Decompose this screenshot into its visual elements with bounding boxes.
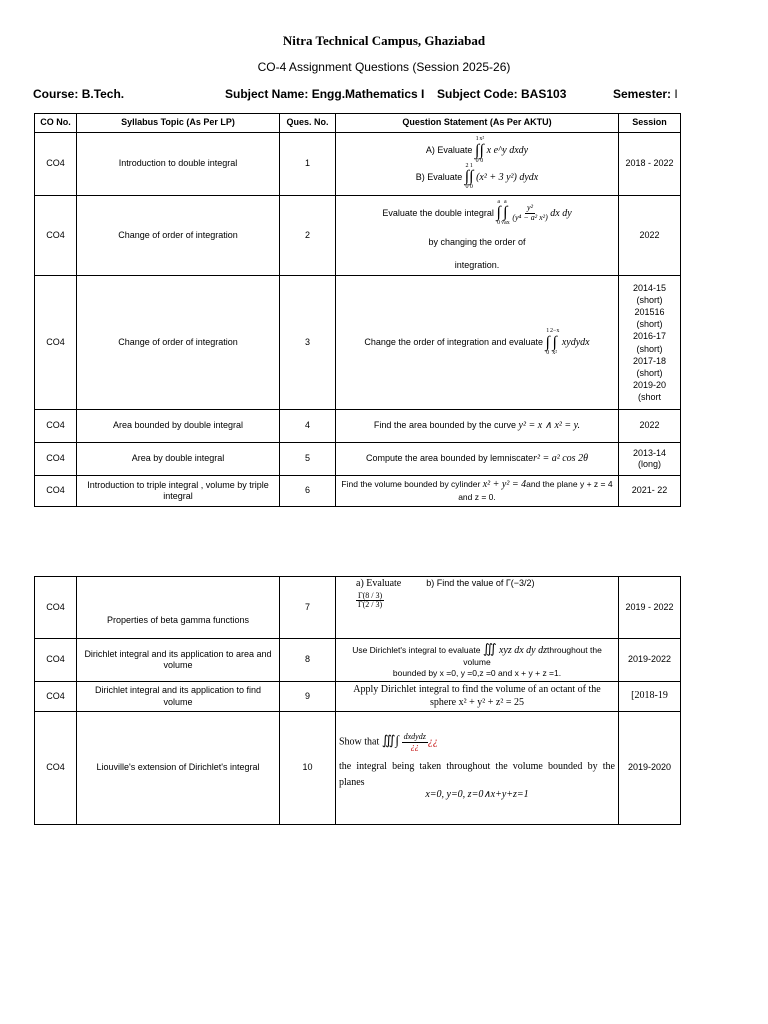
co-cell: CO4	[35, 133, 77, 196]
integral-sign: 1 ∫ 0	[545, 328, 550, 356]
lower-limit: 0	[546, 349, 550, 356]
lower-limit: 0	[480, 157, 484, 164]
co-cell: CO4	[35, 276, 77, 410]
qno-cell: 4	[280, 410, 336, 443]
part-b-label: b) Find the value of Γ(−3/2)	[426, 578, 535, 588]
session-cell: 2013-14 (long)	[619, 443, 681, 476]
session-line: 201516	[634, 307, 665, 318]
subject-code-label: Subject Code:	[437, 87, 522, 101]
integral-sign: 2 ∫ 0	[464, 163, 470, 191]
upper-limit: 2	[465, 163, 469, 169]
question-text: the integral being taken throughout the volume bounded by the planes	[339, 761, 615, 789]
qno-cell: 8	[280, 639, 336, 682]
lower-limit: √ax	[500, 220, 510, 227]
equation: y² = x ∧ x² = y.	[518, 419, 581, 431]
numerator: dxdydz	[403, 731, 426, 741]
question-text: Show that	[339, 736, 380, 748]
gamma-fraction	[356, 592, 384, 611]
topic-cell: Liouville's extension of Dirichlet's integral	[77, 712, 280, 825]
session-line: (short)	[636, 294, 663, 305]
session-line: 2019-20	[632, 379, 667, 390]
table-row	[35, 712, 681, 825]
session-cell: 2022	[619, 410, 681, 443]
question-line: Show that ∭∫ $\frac{\text{dxdydz}}{¿¿}$ ¿¿	[339, 731, 438, 751]
lower-limit: 0	[497, 220, 501, 227]
question-cell	[336, 410, 619, 443]
question-line	[339, 200, 615, 227]
topic-cell: Area bounded by double integral	[77, 410, 280, 443]
question-line: Use Dirichlet's integral to evaluate ∭ xyz dx dy dzthroughout the volume	[352, 640, 602, 668]
fraction	[512, 204, 547, 223]
denominator: Γ(2 / 3)	[358, 600, 383, 610]
co-cell: CO4	[35, 410, 77, 443]
qno-cell: 5	[280, 443, 336, 476]
question-text: throughout the volume	[463, 644, 602, 668]
topic-cell: Dirichlet integral and its application to area and volume	[77, 639, 280, 682]
question-cell	[336, 712, 619, 825]
numerator: y²	[527, 202, 533, 212]
assignment-title: CO-4 Assignment Questions (Session 2025-26)	[257, 60, 511, 74]
part-b-label: B) Evaluate	[415, 171, 463, 182]
table-row	[35, 443, 681, 476]
session-cell: 2021- 22	[619, 476, 681, 507]
session-cell: [2018-19	[619, 682, 681, 712]
co-cell: CO4	[35, 639, 77, 682]
table-row	[35, 133, 681, 196]
topic-cell: Change of order of integration	[77, 196, 280, 276]
table-row	[35, 276, 681, 410]
semester-info	[613, 87, 678, 101]
upper-limit: 2−x	[549, 328, 560, 335]
course-info	[33, 87, 124, 101]
equation: x² + y² = 4	[482, 479, 527, 491]
question-cell	[336, 639, 619, 682]
question-text: Use Dirichlet's integral to evaluate	[352, 644, 481, 655]
integral-sign: 1 ∫ 0	[474, 136, 480, 164]
session-line: (short	[637, 392, 661, 403]
table-row	[35, 196, 681, 276]
numerator: Γ(8 / 3)	[358, 590, 383, 600]
topic-cell: Change of order of integration	[77, 276, 280, 410]
question-cell	[336, 476, 619, 507]
question-text: and the plane y + z = 4 and z = 0.	[458, 479, 613, 502]
session-line: 2016-17	[632, 331, 667, 342]
semester-value: I	[674, 87, 678, 101]
course-label: Course:	[33, 87, 82, 101]
fraction	[402, 733, 428, 752]
denominator: ¿¿	[410, 741, 419, 751]
session-line: 2017-18	[632, 355, 667, 366]
session-cell: 2022	[619, 196, 681, 276]
table-row	[35, 410, 681, 443]
session-line: 2014-15	[632, 282, 667, 293]
session-cell: 2019-2022	[619, 639, 681, 682]
session-line: (short)	[636, 319, 663, 330]
session-line: (short)	[636, 343, 663, 354]
question-part-b	[339, 164, 615, 191]
part-a-label: A) Evaluate	[425, 144, 473, 155]
header-question: Question Statement (As Per AKTU)	[336, 114, 619, 133]
integrand: xydydx	[561, 336, 590, 348]
question-part-a	[339, 137, 615, 164]
header-session: Session	[619, 114, 681, 133]
qno-cell: 1	[280, 133, 336, 196]
qno-cell: 6	[280, 476, 336, 507]
header-ques-no: Ques. No.	[280, 114, 336, 133]
qno-cell: 10	[280, 712, 336, 825]
lower-limit: 0	[465, 184, 469, 191]
table-row	[35, 577, 681, 639]
course-value: B.Tech.	[81, 87, 125, 101]
question-cell	[336, 276, 619, 410]
integral-sign: a ∫ √ax	[500, 198, 510, 227]
question-cell	[336, 443, 619, 476]
institute-title: Nitra Technical Campus, Ghaziabad	[282, 33, 486, 48]
qno-cell: 7	[280, 577, 336, 639]
integral-sign: a ∫ 0	[496, 198, 501, 227]
lower-limit: 0	[475, 157, 479, 164]
assignment-table-1	[34, 113, 681, 507]
lower-limit: 0	[469, 184, 473, 191]
upper-limit: 1	[475, 136, 479, 143]
topic-cell: Area by double integral	[77, 443, 280, 476]
integrand: x e^y dxdy	[486, 144, 529, 156]
question-line	[356, 578, 615, 591]
table-row	[35, 682, 681, 712]
assignment-table-2	[34, 576, 681, 825]
integral-sign: 2−x ∫ x²	[549, 328, 560, 356]
co-cell: CO4	[35, 196, 77, 276]
question-cell	[336, 577, 619, 639]
upper-limit: a	[497, 198, 500, 205]
session-cell: 2019 - 2022	[619, 577, 681, 639]
question-text: Evaluate the double integral	[382, 207, 494, 218]
co-cell: CO4	[35, 443, 77, 476]
upper-limit: x²	[479, 136, 485, 143]
session-cell: 2019-2020	[619, 712, 681, 825]
topic-cell: Properties of beta gamma functions	[77, 577, 280, 639]
qno-cell: 9	[280, 682, 336, 712]
co-cell: CO4	[35, 476, 77, 507]
topic-cell: Introduction to double integral	[77, 133, 280, 196]
header-topic: Syllabus Topic (As Per LP)	[77, 114, 280, 133]
question-cell	[336, 133, 619, 196]
equation: r² = a² cos 2θ	[533, 452, 588, 464]
semester-label: Semester:	[613, 87, 675, 101]
session-cell	[619, 276, 681, 410]
topic-cell: Introduction to triple integral , volume by triple integral	[77, 476, 280, 507]
question-text: Change the order of integration and evaluate	[364, 336, 544, 347]
header-co-no: CO No.	[35, 114, 77, 133]
session-cell: 2018 - 2022	[619, 133, 681, 196]
subject-code-value: BAS103	[521, 87, 567, 101]
lower-limit: x²	[552, 349, 558, 356]
table-row	[35, 476, 681, 507]
qno-cell: 2	[280, 196, 336, 276]
subject-code-info	[437, 87, 566, 101]
co-cell: CO4	[35, 577, 77, 639]
upper-limit: a	[503, 198, 507, 205]
question-text: integration.	[454, 259, 500, 270]
subject-name-value: Engg.Mathematics I	[311, 87, 425, 101]
subject-name-info	[225, 87, 424, 101]
integral-sign: 1 ∫ 0	[469, 163, 474, 191]
co-cell: CO4	[35, 682, 77, 712]
integrand-tail: dx dy	[550, 207, 572, 219]
question-text: Find the area bounded by the curve	[373, 419, 517, 430]
integrand: xyz dx dy dz	[498, 644, 547, 656]
upper-limit: 1	[469, 163, 473, 169]
integral-sign: x² ∫ 0	[479, 136, 485, 164]
question-text: by changing the order of	[428, 236, 526, 247]
equation: x=0, y=0, z=0∧x+y+z=1	[425, 789, 529, 801]
question-text: Find the volume bounded by cylinder	[341, 479, 481, 490]
integrand-tail: ¿¿	[427, 736, 438, 748]
session-line: (short)	[636, 367, 663, 378]
table-row	[35, 639, 681, 682]
question-cell: Apply Dirichlet integral to find the volume of an octant of the sphere x² + y² + z² = 25	[336, 682, 619, 712]
qno-cell: 3	[280, 276, 336, 410]
upper-limit: 1	[546, 328, 550, 335]
question-cell	[336, 196, 619, 276]
integrand: (x² + 3 y²) dydx	[476, 171, 539, 183]
subject-name-label: Subject Name:	[225, 87, 312, 101]
part-a-label: a) Evaluate	[356, 578, 402, 589]
topic-cell: Dirichlet integral and its application to find volume	[77, 682, 280, 712]
denominator: (y⁴ − a² x²)	[512, 212, 548, 222]
question-text: Compute the area bounded by lemniscate	[366, 452, 534, 463]
question-text: bounded by x =0, y =0,z =0 and x + y + z =1.	[392, 667, 562, 678]
co-cell: CO4	[35, 712, 77, 825]
